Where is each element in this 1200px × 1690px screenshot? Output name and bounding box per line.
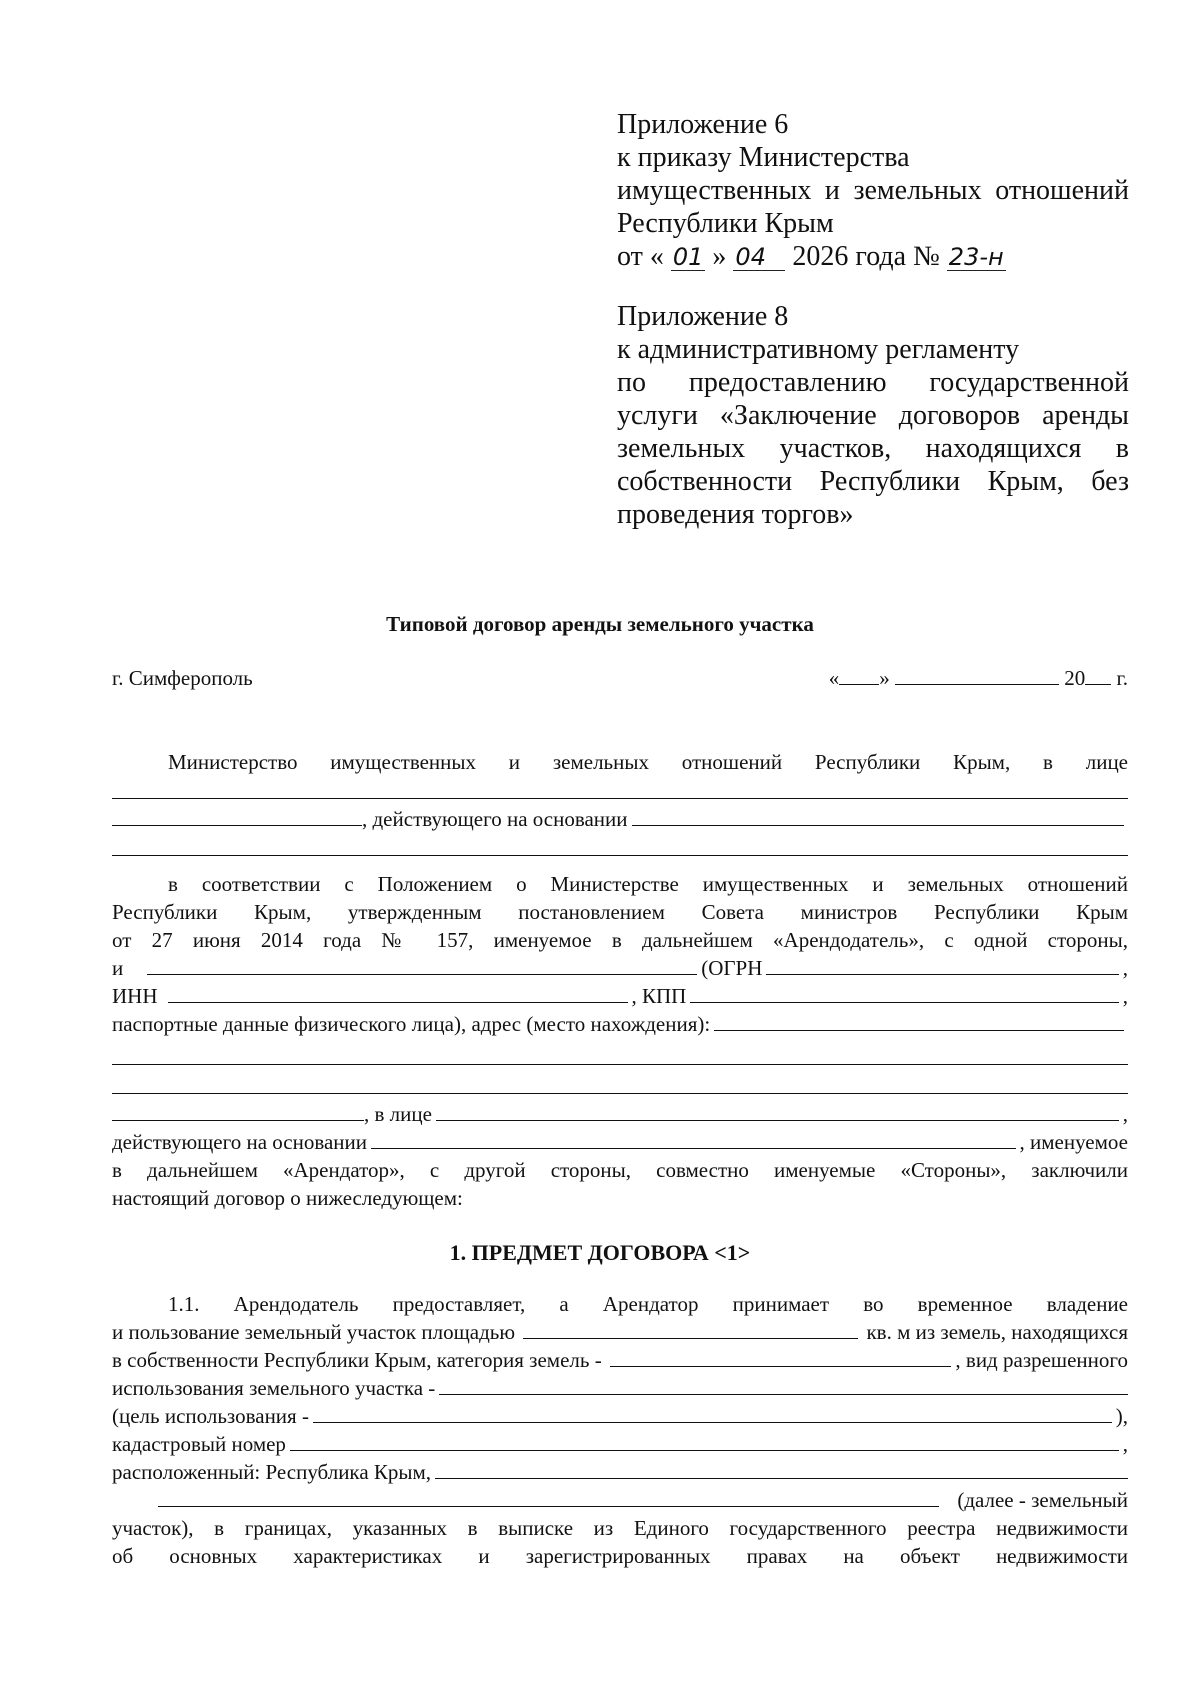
basis-blank[interactable] bbox=[632, 805, 1124, 826]
land-category-blank[interactable] bbox=[610, 1346, 952, 1367]
annex-6-line2: к приказу Министерства bbox=[617, 142, 910, 173]
contract-date: « » 20 г. bbox=[828, 666, 1128, 690]
handwritten-order-number: 23-н bbox=[948, 243, 1004, 271]
annex-6-line3: имущественных и земельных отношений bbox=[617, 175, 1129, 206]
contract-title: Типовой договор аренды земельного участка bbox=[386, 612, 814, 636]
permitted-use-blank[interactable] bbox=[439, 1374, 1128, 1395]
lessee-basis-blank[interactable] bbox=[371, 1128, 1015, 1149]
annex-6-date-line: от « 01 » 04 2026 года № 23-н bbox=[617, 241, 1004, 272]
purpose-blank[interactable] bbox=[313, 1402, 1112, 1423]
annex-8-header bbox=[617, 300, 1129, 531]
month-blank[interactable] bbox=[895, 664, 1059, 685]
area-blank[interactable] bbox=[523, 1318, 858, 1339]
cadastral-number-blank[interactable] bbox=[290, 1430, 1119, 1451]
lessee-representative-blank[interactable] bbox=[436, 1100, 1119, 1121]
section-1-text: 1.1. Арендодатель предоставляет, а Арендатор принимает во временное владение и пользование земельный участок площадью кв. м из земель, находящихся в собственности Республики Крым, категория земель - , вид разрешенного использования земельного участка - (цель использования - ), кадастровый номер , расположенный: Республика Крым, (далее - земельный участок), в границах, указанных в выписке из Единого государственного реестра недвижимости об основных характеристиках и зарегистрированных правах на объект недвижимости bbox=[112, 1292, 1128, 1568]
lessee-blank[interactable] bbox=[112, 1100, 364, 1121]
annex-8-line2: к административному регламенту bbox=[617, 334, 1020, 365]
lessee-name-blank[interactable] bbox=[147, 954, 697, 975]
section-1-heading: 1. ПРЕДМЕТ ДОГОВОРА <1> bbox=[449, 1240, 751, 1265]
kpp-blank[interactable] bbox=[690, 982, 1118, 1003]
representative-blank[interactable] bbox=[112, 805, 362, 826]
address-blank[interactable] bbox=[714, 1010, 1124, 1031]
city-date-line bbox=[112, 664, 1128, 692]
inn-blank[interactable] bbox=[168, 982, 628, 1003]
blank-line[interactable] bbox=[112, 1042, 1128, 1065]
blank-line[interactable] bbox=[112, 833, 1128, 856]
annex-8-line7: проведения торгов» bbox=[617, 499, 854, 530]
annex-8-line5: земельных участков, находящихся в bbox=[617, 433, 1129, 464]
annex-6-line4: Республики Крым bbox=[617, 208, 834, 239]
handwritten-month: 04 bbox=[733, 244, 785, 271]
annex-8-line4: услуги «Заключение договоров аренды bbox=[617, 400, 1129, 431]
annex-6-header bbox=[617, 108, 1129, 273]
blank-line[interactable] bbox=[112, 776, 1128, 799]
handwritten-day: 01 bbox=[672, 243, 704, 271]
year-blank[interactable] bbox=[1085, 664, 1111, 685]
annex-8-title: Приложение 8 bbox=[617, 301, 789, 332]
day-blank[interactable] bbox=[839, 664, 879, 685]
location-blank[interactable] bbox=[435, 1458, 1128, 1479]
paragraph-lessee: в соответствии с Положением о Министерстве имущественных и земельных отношений Республики Крым, утвержденным постановлением Совета министров Республики Крым от 27 июня 2014 года № 157, именуемое в дальнейшем «Арендодатель», с одной стороны, и (ОГРН , ИНН , КПП , паспортные данные физического лица), адрес (место нахождения): , в лице , действующего на основании , именуемое в дальнейшем «Арендатор», с другой стороны, совместно именуемые «Стороны», заключили настоящий договор о нижеследующем: bbox=[112, 872, 1128, 1210]
annex-6-title: Приложение 6 bbox=[617, 109, 789, 140]
city: г. Симферополь bbox=[112, 666, 253, 690]
ogrn-blank[interactable] bbox=[766, 954, 1118, 975]
paragraph-lessor: Министерство имущественных и земельных отношений Республики Крым, в лице , действующего на основании bbox=[112, 748, 1128, 862]
location-blank-2[interactable] bbox=[158, 1486, 939, 1507]
blank-line[interactable] bbox=[112, 1071, 1128, 1094]
annex-8-line6: собственности Республики Крым, без bbox=[617, 466, 1129, 497]
annex-8-line3: по предоставлению государственной bbox=[617, 367, 1129, 398]
